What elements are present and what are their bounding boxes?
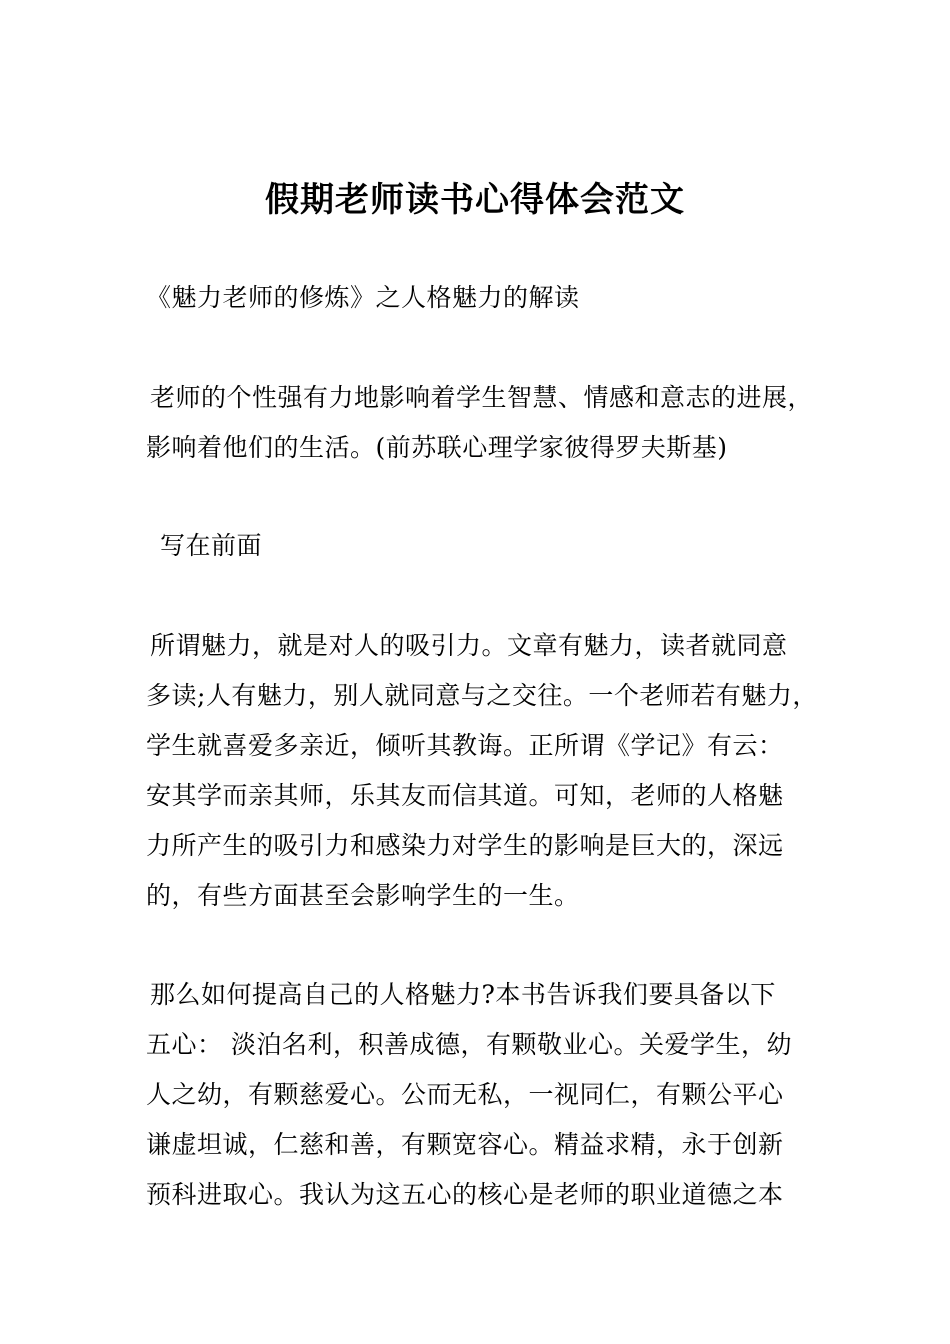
paragraph-line: 谦虚坦诚，仁慈和善，有颗宽容心。精益求精，永于创新 (146, 1130, 784, 1159)
paragraph-line: 老师的个性强有力地影响着学生智慧、情感和意志的进展， (150, 383, 814, 412)
paragraph-line: 预科进取心。我认为这五心的核心是老师的职业道德之本 (146, 1180, 784, 1209)
paragraph-line: 学生就喜爱多亲近，倾听其教诲。正所谓《学记》有云： (146, 731, 784, 760)
paragraph-line: 人之幼，有颗慈爱心。公而无私，一视同仁，有颗公平心 (146, 1080, 784, 1109)
document-title: 假期老师读书心得体会范文 (265, 180, 685, 220)
paragraph-line: 安其学而亲其师，乐其友而信其道。可知，老师的人格魅 (146, 781, 784, 810)
paragraph-line: 力所产生的吸引力和感染力对学生的影响是巨大的，深远 (146, 831, 784, 860)
paragraph-line: 的，有些方面甚至会影响学生的一生。 (146, 881, 580, 910)
paragraph-line: 那么如何提高自己的人格魅力?本书告诉我们要具备以下 (150, 980, 776, 1009)
paragraph-line: 所谓魅力，就是对人的吸引力。文章有魅力，读者就同意 (150, 631, 788, 660)
paragraph-line: 五心： 淡泊名利，积善成德，有颗敬业心。关爱学生，幼 (146, 1030, 792, 1059)
paragraph-line: 影响着他们的生活。(前苏联心理学家彼得罗夫斯基) (146, 433, 728, 462)
section-heading: 写在前面 (160, 531, 263, 560)
paragraph-line: 多读;人有魅力，别人就同意与之交往。一个老师若有魅力， (146, 681, 818, 710)
subtitle-line: 《魅力老师的修炼》之人格魅力的解读 (146, 283, 580, 312)
